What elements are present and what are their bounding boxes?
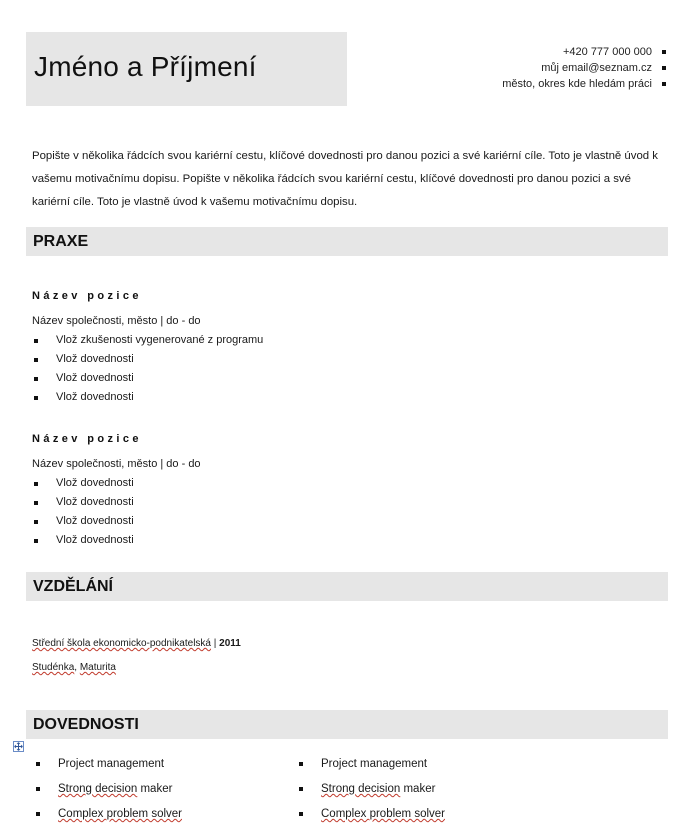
school-city-line[interactable]	[32, 662, 116, 673]
section-praxe	[26, 227, 668, 256]
table-move-handle-icon[interactable]	[13, 741, 24, 752]
job-items-list	[32, 474, 134, 550]
school-year: 2011	[219, 638, 241, 649]
contact-phone-row	[502, 44, 666, 60]
list-item[interactable]: Vlož dovednosti	[32, 531, 134, 550]
contact-location[interactable]: město, okres kde hledám práci	[502, 78, 652, 90]
contact-location-row	[502, 76, 666, 92]
skill-item[interactable]	[297, 802, 445, 827]
skill-item[interactable]	[34, 752, 182, 777]
school-line[interactable]	[32, 638, 241, 649]
candidate-name[interactable]: Jméno a Příjmení	[34, 51, 257, 82]
list-item[interactable]: Vlož dovednosti	[32, 474, 134, 493]
list-item[interactable]: Vlož dovednosti	[32, 369, 263, 388]
skill-label: Complex problem solver	[58, 808, 182, 820]
school-separator: |	[211, 638, 220, 649]
bullet-icon	[662, 82, 666, 86]
name-box	[26, 32, 347, 106]
school-degree: Maturita	[79, 662, 116, 673]
skills-column-1	[34, 752, 182, 827]
skills-column-2	[297, 752, 445, 827]
section-heading-vzdelani[interactable]: VZDĚLÁNÍ	[33, 578, 113, 595]
list-item[interactable]: Vlož dovednosti	[32, 388, 263, 407]
skill-label: Project management	[321, 758, 428, 770]
contact-email-row	[502, 60, 666, 76]
list-item[interactable]: Vlož dovednosti	[32, 512, 134, 531]
intro-paragraph[interactable]: Popište v několika řádcích svou kariérní cestu, klíčové dovednosti pro danou pozici a své kariérní cíle. Toto je vlastně úvod k vašemu motivačnímu dopisu. Popište v několika řádcích svou kariérní cestu, klíčové dovednosti pro danou pozici a své kariérní cíle. Toto je vlastně úvod k vašemu motivačnímu dopisu.	[32, 150, 658, 208]
job-items-list	[32, 331, 263, 407]
list-item[interactable]: Vlož zkušenosti vygenerované z programu	[32, 331, 263, 350]
section-heading-dovednosti[interactable]: DOVEDNOSTI	[33, 716, 139, 733]
contact-block	[502, 44, 666, 92]
section-dovednosti	[26, 710, 668, 739]
school-prefix: Střední	[32, 638, 68, 649]
section-vzdelani	[26, 572, 668, 601]
contact-phone[interactable]: +420 777 000 000	[562, 46, 652, 58]
skill-label: Strong decision	[58, 783, 138, 795]
skill-label: maker	[400, 783, 436, 795]
bullet-icon	[662, 66, 666, 70]
contact-email[interactable]: můj email@seznam.cz	[541, 62, 652, 74]
list-item[interactable]: Vlož dovednosti	[32, 493, 134, 512]
skill-item[interactable]	[297, 777, 445, 802]
section-heading-praxe[interactable]: PRAXE	[33, 233, 89, 250]
skill-item[interactable]	[34, 777, 182, 802]
job-title[interactable]: Název pozice	[32, 290, 142, 302]
skill-label: Strong decision	[321, 783, 401, 795]
skill-item[interactable]	[297, 752, 445, 777]
job-company[interactable]: Název společnosti, město | do - do	[32, 315, 201, 327]
city-separator: ,	[74, 662, 80, 673]
skill-label: Project management	[58, 758, 165, 770]
job-company[interactable]: Název společnosti, město | do - do	[32, 458, 201, 470]
job-title[interactable]: Název pozice	[32, 433, 142, 445]
skill-item[interactable]	[34, 802, 182, 827]
list-item[interactable]: Vlož dovednosti	[32, 350, 263, 369]
school-city: Studénka	[32, 662, 75, 673]
school-name: škola ekonomicko-podnikatelská	[67, 638, 211, 649]
skill-label: Complex problem solver	[321, 808, 445, 820]
skill-label: maker	[137, 783, 173, 795]
bullet-icon	[662, 50, 666, 54]
